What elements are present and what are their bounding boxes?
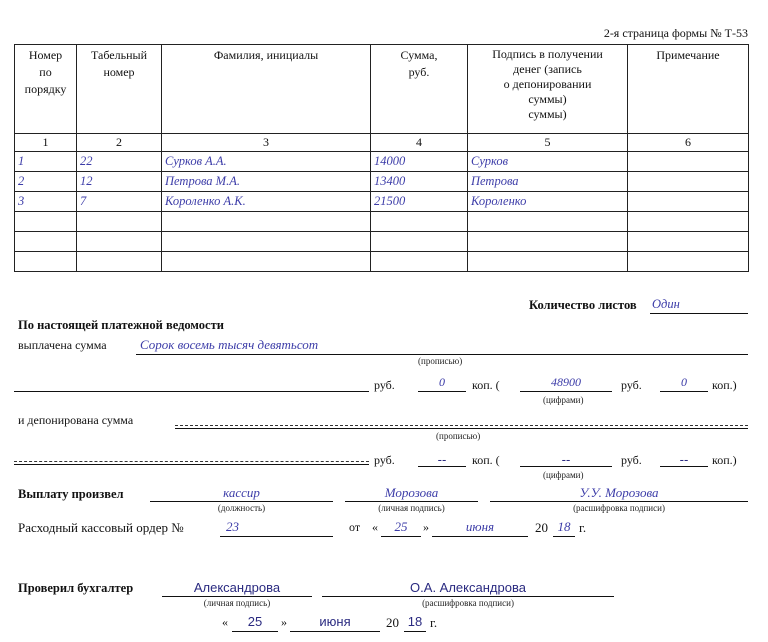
rub-label-4: руб.: [621, 453, 642, 467]
dep-kop: --: [437, 452, 447, 467]
personnel-number: 12: [80, 174, 93, 188]
payout-signature: Морозова: [384, 485, 439, 500]
checked-year: 18: [407, 614, 423, 629]
payroll-table: [14, 44, 749, 272]
order-day: 25: [394, 519, 408, 534]
payout-label: Выплату произвел: [18, 487, 124, 501]
receipt-signature: Петрова: [471, 174, 519, 188]
row-number: 2: [18, 174, 25, 188]
checked-day: 25: [247, 614, 263, 629]
header-cell: Сумма, руб.: [371, 45, 468, 134]
order-year: 18: [557, 519, 571, 534]
cap-decoding: (расшифровка подписи): [573, 503, 665, 513]
sheets-label: Количество листов: [529, 298, 637, 312]
column-number: 5: [468, 134, 628, 152]
table-row: [15, 152, 749, 172]
table-row: [15, 192, 749, 212]
cap-position: (должность): [217, 503, 266, 513]
column-number: 2: [77, 134, 162, 152]
payout-position: кассир: [223, 485, 260, 500]
column-number: 1: [15, 134, 77, 152]
amount: 13400: [374, 174, 406, 188]
order-quote-open: «: [372, 520, 378, 534]
kop-end-label-2: коп.): [712, 453, 737, 467]
paid-digits-kop: 0: [681, 375, 687, 389]
receipt-signature: Короленко: [471, 194, 527, 208]
table-row: [15, 212, 749, 232]
checked-signature: Александрова: [193, 580, 281, 595]
header-cell: Табельный номер: [77, 45, 162, 134]
order-year-suffix: г.: [579, 520, 587, 535]
checked-label: Проверил бухгалтер: [18, 581, 134, 595]
paid-kop: 0: [439, 375, 445, 389]
table-row: [15, 252, 749, 272]
receipt-signature: Сурков: [471, 154, 509, 168]
payout-decoding: У.У. Морозова: [579, 485, 659, 500]
table-row: [15, 172, 749, 192]
form-reference: 2-я страница формы № Т-53: [603, 26, 748, 40]
rub-label: руб.: [374, 378, 395, 392]
paid-digits: 48900: [551, 375, 581, 389]
checked-year-suffix: г.: [430, 615, 438, 630]
dep-digits-kop: --: [679, 452, 689, 467]
header-cell: Подпись в получении денег (запись о депонировании суммы) суммы): [468, 45, 628, 134]
kop-label-2: коп. (: [472, 453, 500, 467]
personnel-number: 22: [80, 154, 93, 168]
order-from: от: [349, 520, 361, 534]
checked-month: июня: [319, 614, 351, 629]
personnel-number: 7: [80, 194, 87, 208]
order-number: 23: [226, 519, 239, 534]
amount: 21500: [374, 194, 406, 208]
digits-caption-2: (цифрами): [543, 470, 584, 480]
header-cell: Номер по порядку: [15, 45, 77, 134]
column-number: 3: [162, 134, 371, 152]
header-cell: Фамилия, инициалы: [162, 45, 371, 134]
cap-signature: (личная подпись): [378, 503, 445, 513]
column-number: 4: [371, 134, 468, 152]
checked-cap-signature: (личная подпись): [203, 598, 271, 608]
sheets-value: Один: [652, 297, 680, 311]
column-number: 6: [628, 134, 749, 152]
digits-caption: (цифрами): [543, 395, 584, 405]
dep-digits: --: [561, 452, 571, 467]
checked-quote-close: »: [281, 615, 287, 629]
checked-cap-decoding: (расшифровка подписи): [422, 598, 514, 608]
table-header-row: [15, 45, 749, 134]
checked-quote-open: «: [222, 615, 228, 629]
order-quote-close: »: [423, 520, 429, 534]
kop-end-label: коп.): [712, 378, 737, 392]
rub-label-3: руб.: [374, 453, 395, 467]
deposited-label: и депонирована сумма: [18, 413, 134, 427]
words-caption: (прописью): [418, 356, 463, 366]
amount: 14000: [374, 154, 406, 168]
paid-words: Сорок восемь тысяч девятьсот: [140, 337, 319, 352]
checked-decoding: О.А. Александрова: [410, 580, 526, 595]
order-label: Расходный кассовый ордер №: [18, 520, 184, 535]
table-row: [15, 232, 749, 252]
checked-year-prefix: 20: [386, 615, 399, 630]
statement-heading: По настоящей платежной ведомости: [18, 318, 224, 332]
employee-name: Короленко А.К.: [165, 194, 246, 208]
paid-label: выплачена сумма: [18, 338, 107, 352]
employee-name: Сурков А.А.: [165, 154, 227, 168]
row-number: 1: [18, 154, 25, 168]
header-cell: Примечание: [628, 45, 749, 134]
kop-label: коп. (: [472, 378, 500, 392]
row-number: 3: [18, 194, 25, 208]
words-caption-2: (прописью): [436, 431, 481, 441]
employee-name: Петрова М.А.: [165, 174, 240, 188]
column-number-row: [15, 134, 749, 152]
order-year-prefix: 20: [535, 520, 548, 535]
rub-label-2: руб.: [621, 378, 642, 392]
order-month: июня: [465, 519, 495, 534]
